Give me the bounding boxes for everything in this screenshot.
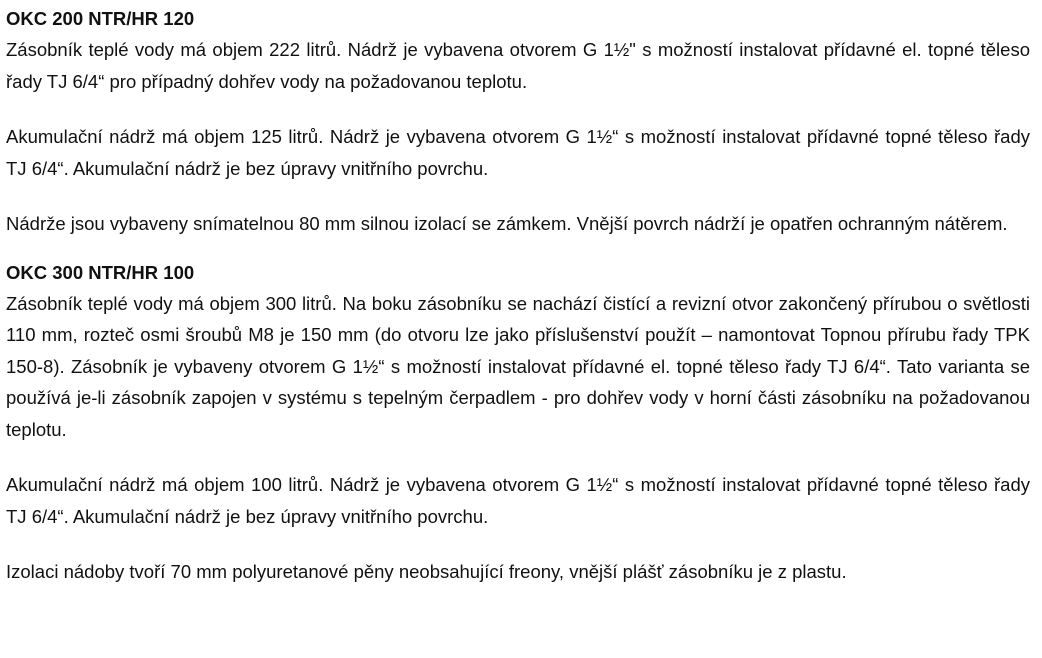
paragraph-gap (6, 97, 1030, 121)
section-heading: OKC 300 NTR/HR 100 (6, 261, 195, 283)
section-okc-300 (6, 258, 1030, 588)
section-heading: OKC 200 NTR/HR 120 (6, 8, 195, 29)
section-okc-200 (6, 4, 1030, 240)
paragraph-gap (6, 445, 1030, 469)
paragraph-hot-water-tank: Zásobník teplé vody má objem 222 litrů. Nádrž je vybavena otvorem G 1½" s možností instalovat přídavné el. topné těleso řady TJ 6/4“ pro případný dohřev vody na požadovanou teplotu. (6, 39, 1030, 92)
section-gap (6, 240, 1030, 258)
paragraph-accumulation-tank: Akumulační nádrž má objem 125 litrů. Nádrž je vybavena otvorem G 1½“ s možností instalovat přídavné topné těleso řady TJ 6/4“. Akumulační nádrž je bez úpravy vnitřního povrchu. (6, 126, 1030, 179)
paragraph-insulation: Nádrže jsou vybaveny snímatelnou 80 mm silnou izolací se zámkem. Vnější povrch nádrží je opatřen ochranným nátěrem. (6, 213, 1008, 234)
paragraph-gap (6, 184, 1030, 208)
paragraph-hot-water-tank: Zásobník teplé vody má objem 300 litrů. Na boku zásobníku se nachází čistící a revizní otvor zakončený přírubou o světlosti 110 mm, rozteč osmi šroubů M8 je 150 mm (do otvoru lze jako příslušenství použít – namontovat Topnou přírubu řady TPK 150-8). Zásobník je vybaveny otvorem G 1½“ s možností instalovat přídavné el. topné těleso řady TJ 6/4“. Tato varianta se používá je-li zásobník zapojen v systému s tepelným čerpadlem - pro dohřev vody v horní části zásobníku na požadovanou teplotu. (6, 292, 1030, 440)
paragraph-insulation: Izolaci nádoby tvoří 70 mm polyuretanové pěny neobsahující freony, vnější plášť zásobníku je z plastu. (6, 561, 847, 582)
paragraph-accumulation-tank: Akumulační nádrž má objem 100 litrů. Nádrž je vybavena otvorem G 1½“ s možností instalovat přídavné topné těleso řady TJ 6/4“. Akumulační nádrž je bez úpravy vnitřního povrchu. (6, 474, 1030, 527)
paragraph-gap (6, 532, 1030, 556)
